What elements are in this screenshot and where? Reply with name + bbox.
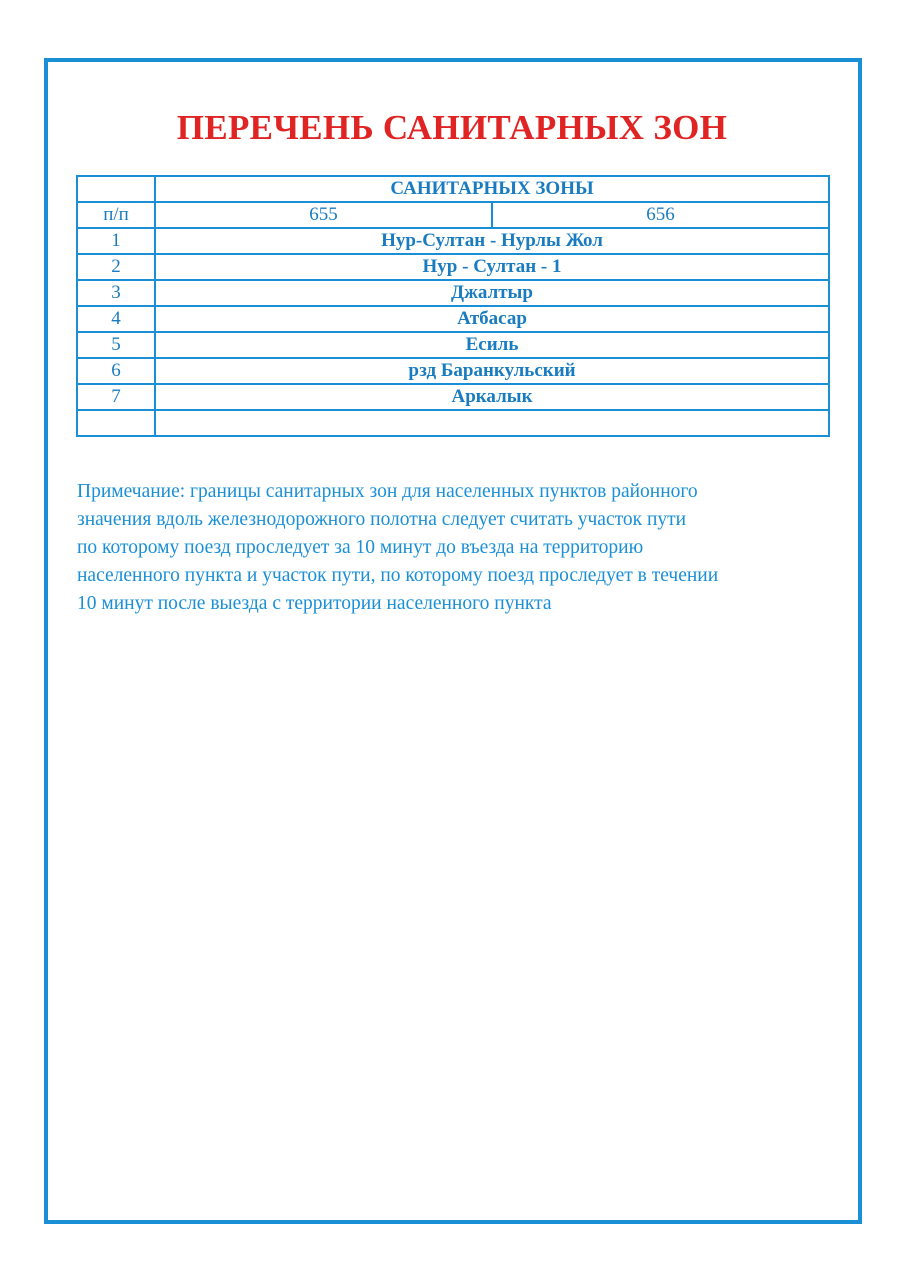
zone-name: Атбасар: [155, 306, 829, 332]
row-number: [77, 410, 155, 436]
table-row: [77, 358, 829, 384]
train-numbers-row: [77, 202, 829, 228]
zone-name: [155, 410, 829, 436]
row-number: 6: [77, 358, 155, 384]
row-number: 7: [77, 384, 155, 410]
note-line: Примечание: границы санитарных зон для населенных пунктов районного: [77, 481, 698, 502]
zone-name: Нур - Султан - 1: [155, 254, 829, 280]
note-line: населенного пункта и участок пути, по которому поезд проследует в течении: [77, 565, 719, 586]
table-row: [77, 254, 829, 280]
train-656: 656: [492, 202, 829, 228]
row-number: 2: [77, 254, 155, 280]
document-title: ПЕРЕЧЕНЬ САНИТАРНЫХ ЗОН: [176, 108, 728, 147]
table-header-row: [77, 176, 829, 202]
table-row: [77, 332, 829, 358]
table-row: [77, 280, 829, 306]
zone-name: Аркалык: [155, 384, 829, 410]
zone-name: рзд Баранкульский: [155, 358, 829, 384]
train-655: 655: [155, 202, 492, 228]
table-row: [77, 306, 829, 332]
header-empty-cell: [77, 176, 155, 202]
note-line: 10 минут после выезда с территории населенного пункта: [77, 593, 552, 614]
table-row-empty: [77, 410, 829, 436]
note-paragraph: [77, 478, 797, 618]
sanitary-zones-table: [76, 175, 830, 437]
row-number: 1: [77, 228, 155, 254]
table-row: [77, 384, 829, 410]
note-line: значения вдоль железнодорожного полотна следует считать участок пути: [77, 509, 687, 530]
zones-header: САНИТАРНЫХ ЗОНЫ: [155, 176, 829, 202]
row-number: 5: [77, 332, 155, 358]
zone-name: Есиль: [155, 332, 829, 358]
note-line: по которому поезд проследует за 10 минут до въезда на территорию: [77, 537, 644, 558]
table-row: [77, 228, 829, 254]
row-number: 3: [77, 280, 155, 306]
zone-name: Джалтыр: [155, 280, 829, 306]
row-number: 4: [77, 306, 155, 332]
zone-name: Нур-Султан - Нурлы Жол: [155, 228, 829, 254]
num-label: п/п: [77, 202, 155, 228]
